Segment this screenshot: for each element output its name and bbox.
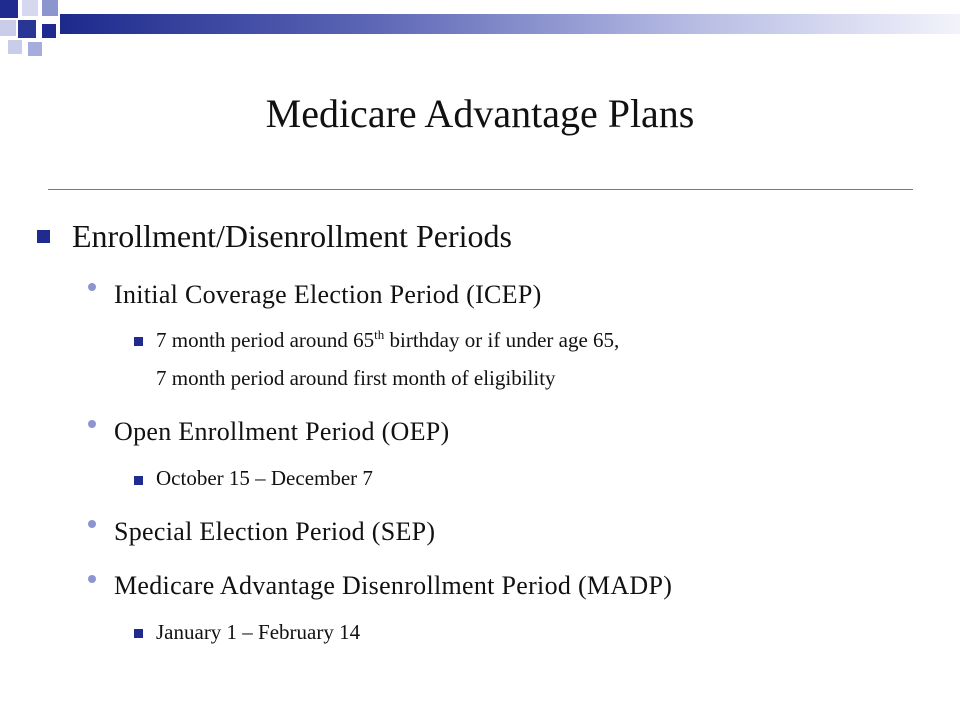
title-divider xyxy=(48,189,913,190)
corner-square xyxy=(28,42,42,56)
corner-square xyxy=(18,20,36,38)
corner-square xyxy=(22,0,38,16)
section-heading: Enrollment/Disenrollment Periods xyxy=(72,218,512,254)
dot-bullet-icon xyxy=(88,420,96,428)
square-bullet-icon xyxy=(134,629,143,638)
icep-detail-line2: 7 month period around first month of eligibility xyxy=(156,366,556,390)
corner-square xyxy=(0,20,16,36)
period-madp: Medicare Advantage Disenrollment Period (MADP) xyxy=(114,571,673,600)
madp-detail: January 1 – February 14 xyxy=(156,620,361,644)
square-bullet-icon xyxy=(37,230,50,243)
icep-detail-text: birthday or if under age 65, xyxy=(384,328,620,352)
corner-square xyxy=(42,0,58,16)
icep-detail-line1 xyxy=(156,327,619,354)
oep-detail: October 15 – December 7 xyxy=(156,466,373,490)
period-oep: Open Enrollment Period (OEP) xyxy=(114,417,450,446)
dot-bullet-icon xyxy=(88,520,96,528)
corner-square xyxy=(42,24,56,38)
period-sep: Special Election Period (SEP) xyxy=(114,517,436,546)
header-gradient-bar xyxy=(60,14,960,34)
square-bullet-icon xyxy=(134,337,143,346)
dot-bullet-icon xyxy=(88,283,96,291)
period-icep: Initial Coverage Election Period (ICEP) xyxy=(114,280,542,309)
corner-square xyxy=(0,0,18,18)
icep-detail-superscript: th xyxy=(374,327,385,342)
slide-title: Medicare Advantage Plans xyxy=(265,91,695,136)
icep-detail-text: 7 month period around 65 xyxy=(156,328,375,352)
dot-bullet-icon xyxy=(88,575,96,583)
corner-square xyxy=(8,40,22,54)
square-bullet-icon xyxy=(134,476,143,485)
